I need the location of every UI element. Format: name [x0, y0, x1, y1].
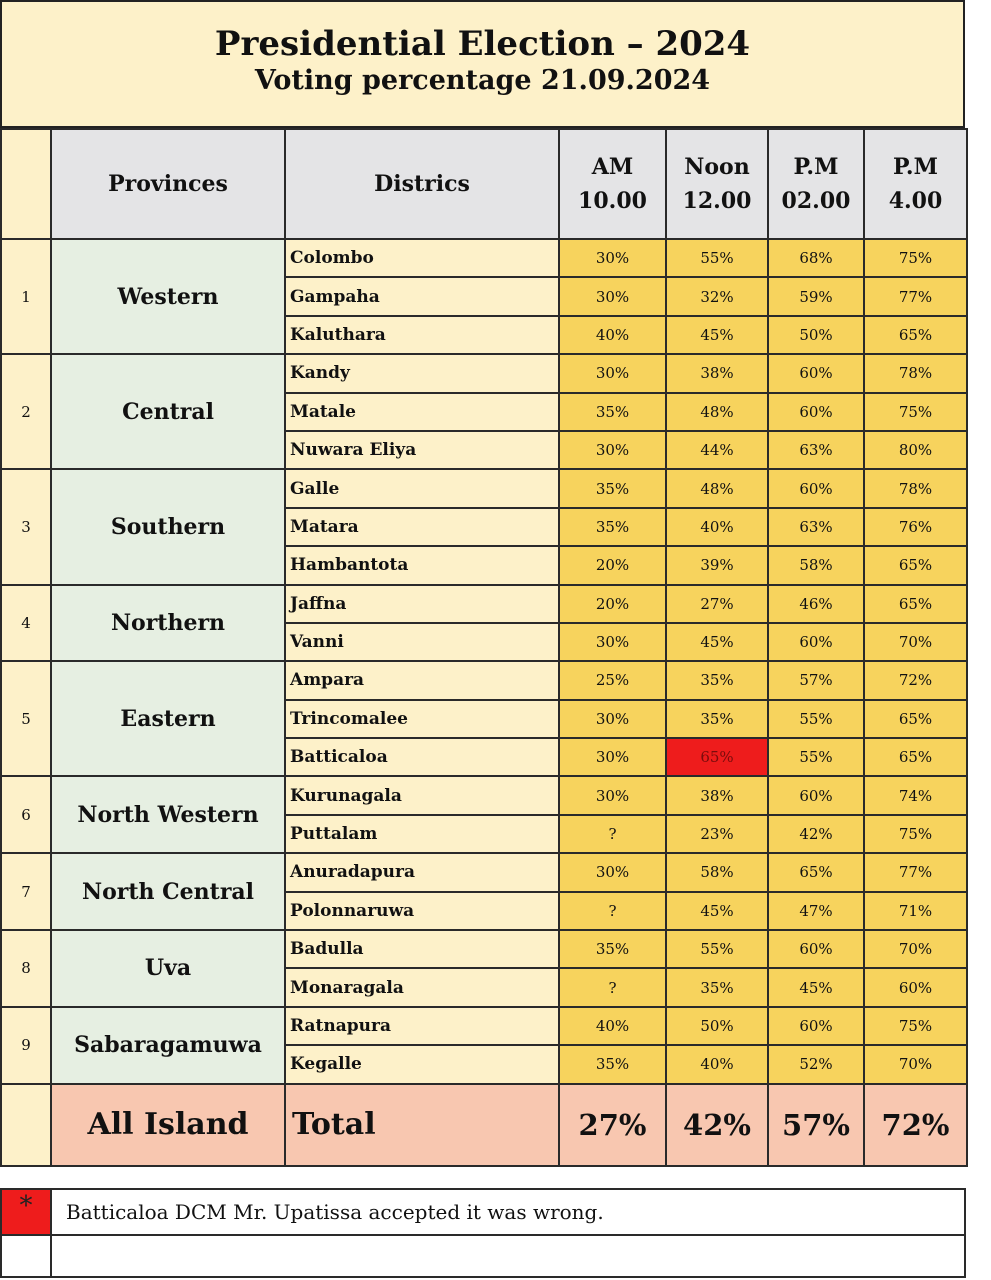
percent-noon: 50% — [666, 1007, 768, 1045]
table-row — [1, 776, 967, 814]
header-noon-line2: 12.00 — [682, 188, 752, 214]
percent-noon: 38% — [666, 354, 768, 392]
district-name: Anuradapura — [285, 853, 559, 891]
percent-pm2: 59% — [768, 277, 864, 315]
total-pm4: 72% — [864, 1084, 967, 1166]
total-number-cell — [1, 1084, 51, 1166]
percent-pm4: 76% — [864, 508, 967, 546]
percent-pm4: 75% — [864, 239, 967, 277]
district-name: Monaragala — [285, 968, 559, 1006]
percent-pm2: 45% — [768, 968, 864, 1006]
percent-pm2: 63% — [768, 431, 864, 469]
district-name: Kurunagala — [285, 776, 559, 814]
province-name: North Central — [51, 853, 285, 930]
title-box — [0, 0, 965, 128]
province-number: 3 — [1, 469, 51, 584]
district-name: Kandy — [285, 354, 559, 392]
percent-noon: 44% — [666, 431, 768, 469]
percent-am: 20% — [559, 585, 666, 623]
percent-am: ? — [559, 815, 666, 853]
percent-noon: 40% — [666, 1045, 768, 1083]
percent-am: 30% — [559, 776, 666, 814]
percent-pm2: 46% — [768, 585, 864, 623]
percent-noon: 23% — [666, 815, 768, 853]
province-number: 9 — [1, 1007, 51, 1084]
table-row — [1, 239, 967, 277]
percent-noon: 55% — [666, 930, 768, 968]
header-pm4-line2: 4.00 — [888, 188, 943, 214]
district-name: Ratnapura — [285, 1007, 559, 1045]
footnote-blank-cell — [1, 1235, 51, 1277]
percent-pm4: 65% — [864, 738, 967, 776]
district-name: Galle — [285, 469, 559, 507]
district-name: Nuwara Eliya — [285, 431, 559, 469]
percent-noon: 35% — [666, 700, 768, 738]
percent-pm4: 75% — [864, 815, 967, 853]
district-name: Batticaloa — [285, 738, 559, 776]
percent-am: 30% — [559, 354, 666, 392]
province-number: 2 — [1, 354, 51, 469]
percent-am: 40% — [559, 1007, 666, 1045]
province-name: Central — [51, 354, 285, 469]
header-noon — [666, 129, 768, 239]
province-name: Eastern — [51, 661, 285, 776]
table-row — [1, 930, 967, 968]
percent-pm2: 60% — [768, 1007, 864, 1045]
district-name: Trincomalee — [285, 700, 559, 738]
percent-noon: 27% — [666, 585, 768, 623]
percent-pm2: 68% — [768, 239, 864, 277]
total-pm2: 57% — [768, 1084, 864, 1166]
percent-am: 35% — [559, 508, 666, 546]
percent-pm4: 75% — [864, 1007, 967, 1045]
province-number: 8 — [1, 930, 51, 1007]
province-name: Northern — [51, 585, 285, 662]
province-number: 5 — [1, 661, 51, 776]
percent-pm4: 65% — [864, 700, 967, 738]
header-number-cell — [1, 129, 51, 239]
province-number: 7 — [1, 853, 51, 930]
percent-noon: 32% — [666, 277, 768, 315]
percent-am: 35% — [559, 930, 666, 968]
percent-pm4: 60% — [864, 968, 967, 1006]
percent-noon: 40% — [666, 508, 768, 546]
header-pm2-line2: 02.00 — [781, 188, 851, 214]
percent-am: 20% — [559, 546, 666, 584]
percent-am: 30% — [559, 431, 666, 469]
province-name: Sabaragamuwa — [51, 1007, 285, 1084]
percent-pm2: 60% — [768, 354, 864, 392]
table-row — [1, 661, 967, 699]
header-pm2-line1: P.M — [793, 154, 839, 180]
page-subtitle: Voting percentage 21.09.2024 — [254, 65, 711, 96]
percent-noon: 48% — [666, 469, 768, 507]
district-name: Vanni — [285, 623, 559, 661]
province-name: Western — [51, 239, 285, 354]
footnote-marker: * — [1, 1189, 51, 1235]
percent-pm4: 78% — [864, 354, 967, 392]
province-number: 1 — [1, 239, 51, 354]
province-name: North Western — [51, 776, 285, 853]
percent-am: 25% — [559, 661, 666, 699]
total-title: Total — [285, 1084, 559, 1166]
table-row — [1, 354, 967, 392]
percent-am: 30% — [559, 277, 666, 315]
district-name: Kegalle — [285, 1045, 559, 1083]
header-pm4 — [864, 129, 967, 239]
percent-pm2: 50% — [768, 316, 864, 354]
table-row — [1, 585, 967, 623]
district-name: Puttalam — [285, 815, 559, 853]
table-body — [1, 239, 967, 1084]
table-header-row — [1, 129, 967, 239]
percent-pm2: 42% — [768, 815, 864, 853]
percent-pm2: 60% — [768, 469, 864, 507]
percent-noon: 38% — [666, 776, 768, 814]
percent-noon: 45% — [666, 892, 768, 930]
header-provinces: Provinces — [51, 129, 285, 239]
province-name: Southern — [51, 469, 285, 584]
percent-am: 30% — [559, 239, 666, 277]
district-name: Colombo — [285, 239, 559, 277]
percent-am: ? — [559, 892, 666, 930]
header-am-line2: 10.00 — [578, 188, 647, 214]
percent-pm4: 70% — [864, 1045, 967, 1083]
header-am-line1: AM — [591, 154, 634, 180]
percent-noon: 58% — [666, 853, 768, 891]
percent-noon: 39% — [666, 546, 768, 584]
table-row — [1, 853, 967, 891]
percent-noon: 48% — [666, 393, 768, 431]
header-pm2 — [768, 129, 864, 239]
header-noon-line1: Noon — [684, 154, 750, 180]
percent-am: 35% — [559, 469, 666, 507]
percent-am: ? — [559, 968, 666, 1006]
percent-pm4: 72% — [864, 661, 967, 699]
percent-pm4: 77% — [864, 277, 967, 315]
district-name: Matara — [285, 508, 559, 546]
footnote-blank-row — [51, 1235, 965, 1277]
percent-pm4: 71% — [864, 892, 967, 930]
table-row — [1, 1007, 967, 1045]
percent-pm4: 70% — [864, 623, 967, 661]
footnote-table — [0, 1188, 966, 1278]
percent-am: 40% — [559, 316, 666, 354]
percent-pm2: 57% — [768, 661, 864, 699]
page-title: Presidential Election – 2024 — [214, 24, 751, 64]
header-districts: Districs — [285, 129, 559, 239]
percent-pm4: 65% — [864, 585, 967, 623]
percent-pm2: 60% — [768, 393, 864, 431]
province-number: 4 — [1, 585, 51, 662]
header-pm4-line1: P.M — [893, 154, 938, 180]
percent-pm2: 60% — [768, 623, 864, 661]
percent-pm4: 65% — [864, 546, 967, 584]
district-name: Gampaha — [285, 277, 559, 315]
header-am — [559, 129, 666, 239]
district-name: Ampara — [285, 661, 559, 699]
total-label: All Island — [51, 1084, 285, 1166]
percent-pm2: 60% — [768, 930, 864, 968]
percent-am: 35% — [559, 1045, 666, 1083]
district-name: Matale — [285, 393, 559, 431]
total-noon: 42% — [666, 1084, 768, 1166]
percent-pm2: 60% — [768, 776, 864, 814]
turnout-table — [0, 128, 968, 1167]
percent-pm2: 47% — [768, 892, 864, 930]
total-am: 27% — [559, 1084, 666, 1166]
percent-pm4: 80% — [864, 431, 967, 469]
percent-am: 35% — [559, 393, 666, 431]
district-name: Hambantota — [285, 546, 559, 584]
district-name: Polonnaruwa — [285, 892, 559, 930]
percent-noon: 35% — [666, 968, 768, 1006]
percent-pm2: 55% — [768, 738, 864, 776]
total-row — [1, 1084, 967, 1166]
percent-noon: 35% — [666, 661, 768, 699]
percent-pm4: 77% — [864, 853, 967, 891]
percent-pm4: 75% — [864, 393, 967, 431]
percent-noon: 55% — [666, 239, 768, 277]
percent-pm2: 58% — [768, 546, 864, 584]
percent-am: 30% — [559, 853, 666, 891]
percent-pm4: 65% — [864, 316, 967, 354]
percent-pm2: 65% — [768, 853, 864, 891]
percent-pm2: 52% — [768, 1045, 864, 1083]
province-name: Uva — [51, 930, 285, 1007]
percent-pm2: 55% — [768, 700, 864, 738]
percent-noon: 45% — [666, 316, 768, 354]
district-name: Kaluthara — [285, 316, 559, 354]
district-name: Jaffna — [285, 585, 559, 623]
percent-noon: 45% — [666, 623, 768, 661]
district-name: Badulla — [285, 930, 559, 968]
table-row — [1, 469, 967, 507]
percent-noon: 65% — [666, 738, 768, 776]
province-number: 6 — [1, 776, 51, 853]
percent-pm4: 78% — [864, 469, 967, 507]
percent-pm4: 74% — [864, 776, 967, 814]
percent-am: 30% — [559, 623, 666, 661]
percent-pm4: 70% — [864, 930, 967, 968]
percent-am: 30% — [559, 700, 666, 738]
footnote-text: Batticaloa DCM Mr. Upatissa accepted it was wrong. — [51, 1189, 965, 1235]
percent-pm2: 63% — [768, 508, 864, 546]
percent-am: 30% — [559, 738, 666, 776]
